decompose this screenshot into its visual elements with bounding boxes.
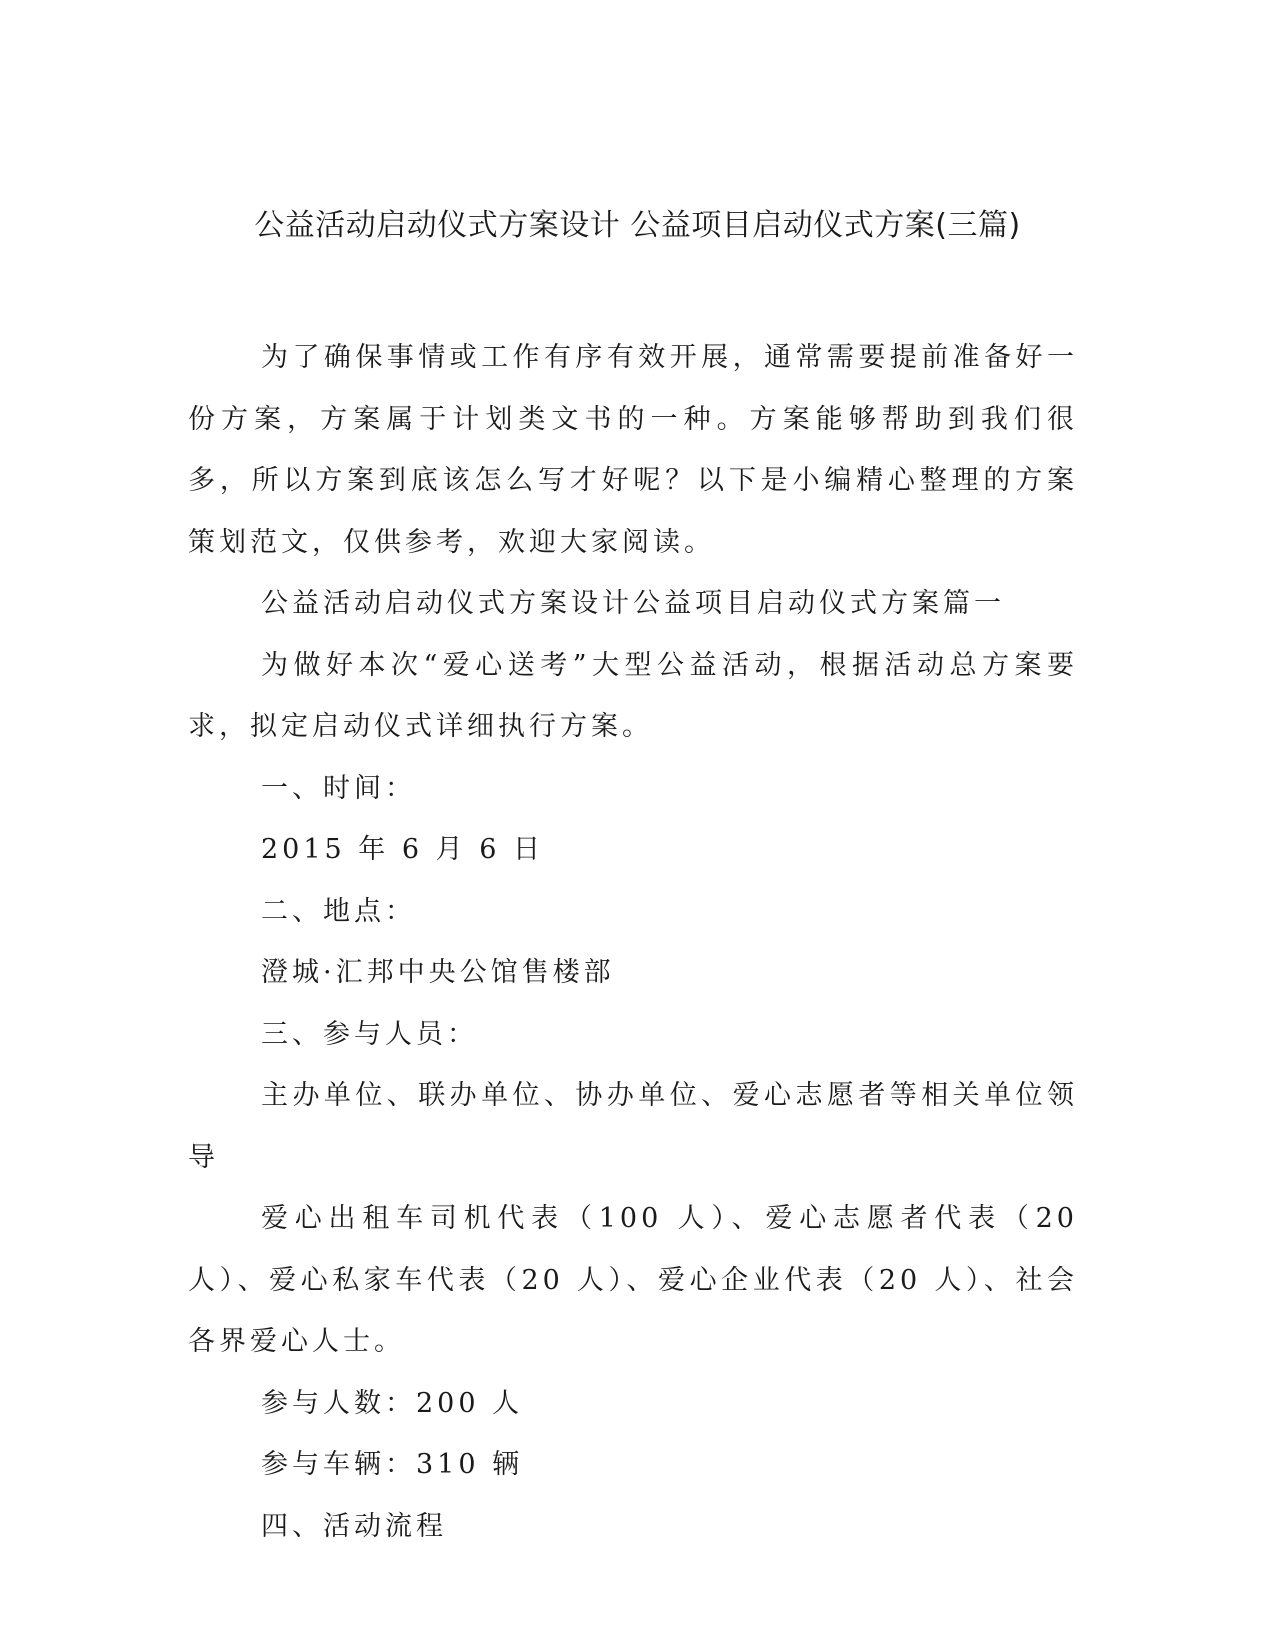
- process-heading: 四、活动流程: [261, 1510, 447, 1542]
- document-body: [188, 327, 1078, 1557]
- participants-units: 主办单位、联办单位、协办单位、爱心志愿者等相关单位领导: [188, 1080, 1078, 1173]
- section-heading-part-one: 公益活动启动仪式方案设计公益项目启动仪式方案篇一: [261, 588, 1005, 619]
- document-title: 公益活动启动仪式方案设计 公益项目启动仪式方案(三篇): [254, 208, 1021, 243]
- vehicle-count: 参与车辆：310 辆: [261, 1449, 524, 1480]
- time-value: 2015 年 6 月 6 日: [261, 834, 544, 865]
- participants-representatives: 爱心出租车司机代表（100 人）、爱心志愿者代表（20 人）、爱心私家车代表（20 人）、爱心企业代表（20 人）、社会各界爱心人士。: [188, 1203, 1078, 1357]
- time-heading: 一、时间：: [261, 772, 416, 804]
- intro-paragraph: 为了确保事情或工作有序有效开展，通常需要提前准备好一份方案，方案属于计划类文书的一种。方案能够帮助到我们很多，所以方案到底该怎么写才好呢？以下是小编精心整理的方案策划范文，仅供参考，欢迎大家阅读。: [188, 342, 1078, 558]
- purpose-paragraph: 为做好本次“爱心送考”大型公益活动，根据活动总方案要求，拟定启动仪式详细执行方案。: [188, 649, 1078, 742]
- location-value: 澄城·汇邦中央公馆售楼部: [261, 957, 615, 988]
- location-heading: 二、地点：: [261, 895, 416, 927]
- participant-count: 参与人数：200 人: [261, 1387, 524, 1419]
- participants-heading: 三、参与人员：: [261, 1018, 478, 1050]
